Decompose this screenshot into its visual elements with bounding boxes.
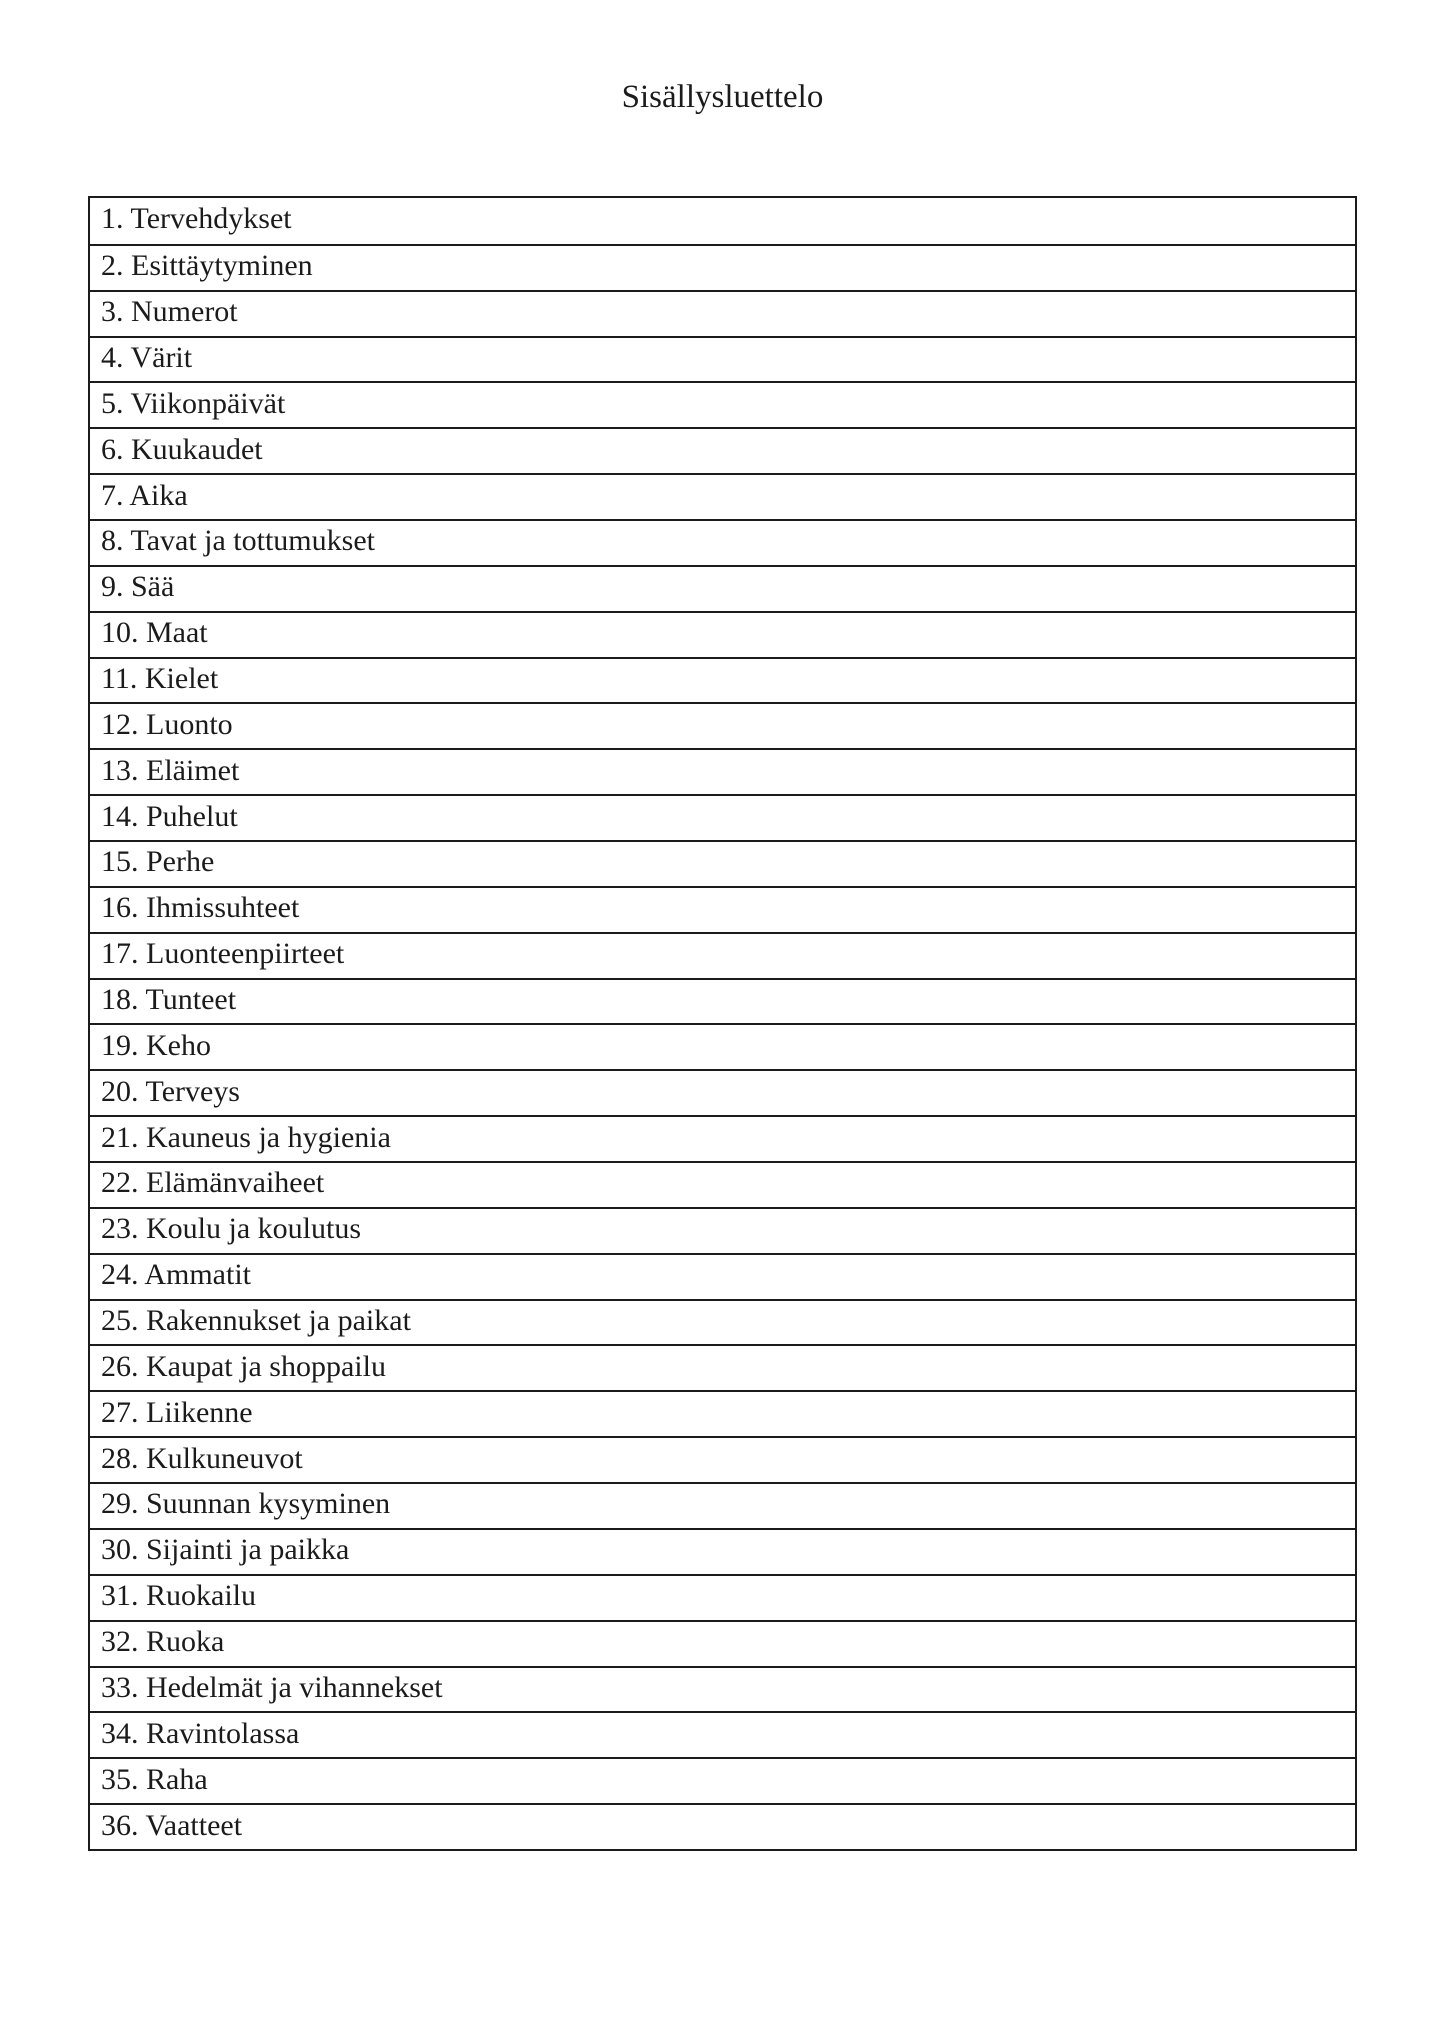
table-of-contents (88, 196, 1357, 1851)
toc-entry-label: 24. Ammatit (101, 1258, 251, 1292)
toc-row (90, 381, 1355, 427)
toc-entry-label: 18. Tunteet (101, 983, 237, 1017)
toc-row (90, 1620, 1355, 1666)
toc-entry-label: 1. Tervehdykset (101, 202, 292, 236)
toc-row (90, 1161, 1355, 1207)
toc-row (90, 1711, 1355, 1757)
toc-entry-label: 5. Viikonpäivät (101, 386, 286, 420)
toc-row (90, 932, 1355, 978)
toc-entry-label: 7. Aika (101, 478, 188, 512)
toc-row (90, 702, 1355, 748)
toc-row (90, 748, 1355, 794)
toc-entry-label: 21. Kauneus ja hygienia (101, 1120, 391, 1154)
toc-row (90, 794, 1355, 840)
toc-row (90, 1757, 1355, 1803)
toc-entry-label: 14. Puhelut (101, 799, 238, 833)
toc-entry-label: 20. Terveys (101, 1074, 240, 1108)
toc-entry-label: 3. Numerot (101, 295, 238, 329)
toc-entry-label: 8. Tavat ja tottumukset (101, 524, 375, 558)
toc-entry-label: 36. Vaatteet (101, 1808, 243, 1842)
toc-entry-label: 35. Raha (101, 1762, 208, 1796)
toc-row (90, 1344, 1355, 1390)
toc-entry-label: 34. Ravintolassa (101, 1716, 300, 1750)
toc-row (90, 978, 1355, 1024)
toc-row (90, 1253, 1355, 1299)
toc-entry-label: 15. Perhe (101, 845, 215, 879)
toc-entry-label: 26. Kaupat ja shoppailu (101, 1349, 386, 1383)
toc-row (90, 336, 1355, 382)
toc-row (90, 1528, 1355, 1574)
toc-entry-label: 27. Liikenne (101, 1395, 253, 1429)
toc-entry-label: 6. Kuukaudet (101, 432, 263, 466)
toc-row (90, 1069, 1355, 1115)
page-title: Sisällysluettelo (621, 79, 824, 115)
toc-row (90, 840, 1355, 886)
toc-row (90, 519, 1355, 565)
toc-row (90, 427, 1355, 473)
toc-row (90, 244, 1355, 290)
toc-entry-label: 16. Ihmissuhteet (101, 891, 300, 925)
toc-entry-label: 19. Keho (101, 1028, 211, 1062)
toc-entry-label: 30. Sijainti ja paikka (101, 1533, 350, 1567)
toc-row (90, 611, 1355, 657)
toc-row (90, 1574, 1355, 1620)
toc-entry-label: 4. Värit (101, 341, 193, 374)
toc-entry-label: 9. Sää (101, 570, 175, 604)
toc-row (90, 290, 1355, 336)
toc-row (90, 473, 1355, 519)
toc-entry-label: 25. Rakennukset ja paikat (101, 1304, 411, 1338)
toc-entry-label: 28. Kulkuneuvot (101, 1441, 303, 1475)
toc-entry-label: 13. Eläimet (101, 753, 240, 787)
toc-row (90, 565, 1355, 611)
toc-row (90, 1207, 1355, 1253)
toc-entry-label: 22. Elämänvaiheet (101, 1166, 325, 1200)
toc-row (90, 1803, 1355, 1849)
toc-entry-label: 12. Luonto (101, 707, 233, 741)
toc-row (90, 1436, 1355, 1482)
toc-entry-label: 32. Ruoka (101, 1625, 225, 1659)
toc-row (90, 1115, 1355, 1161)
toc-row (90, 1299, 1355, 1345)
toc-entry-label: 29. Suunnan kysyminen (101, 1487, 391, 1521)
toc-entry-label: 17. Luonteenpiirteet (101, 937, 345, 971)
toc-entry-label: 23. Koulu ja koulutus (101, 1212, 361, 1246)
toc-entry-label: 2. Esittäytyminen (101, 249, 313, 283)
toc-entry-label: 33. Hedelmät ja vihannekset (101, 1670, 443, 1704)
toc-row (90, 657, 1355, 703)
toc-row (90, 1390, 1355, 1436)
toc-row (90, 1023, 1355, 1069)
toc-entry-label: 31. Ruokailu (101, 1579, 256, 1613)
toc-row (90, 198, 1355, 244)
toc-row (90, 1666, 1355, 1712)
toc-row (90, 886, 1355, 932)
toc-entry-label: 10. Maat (101, 616, 208, 650)
toc-entry-label: 11. Kielet (101, 662, 219, 696)
toc-row (90, 1482, 1355, 1528)
